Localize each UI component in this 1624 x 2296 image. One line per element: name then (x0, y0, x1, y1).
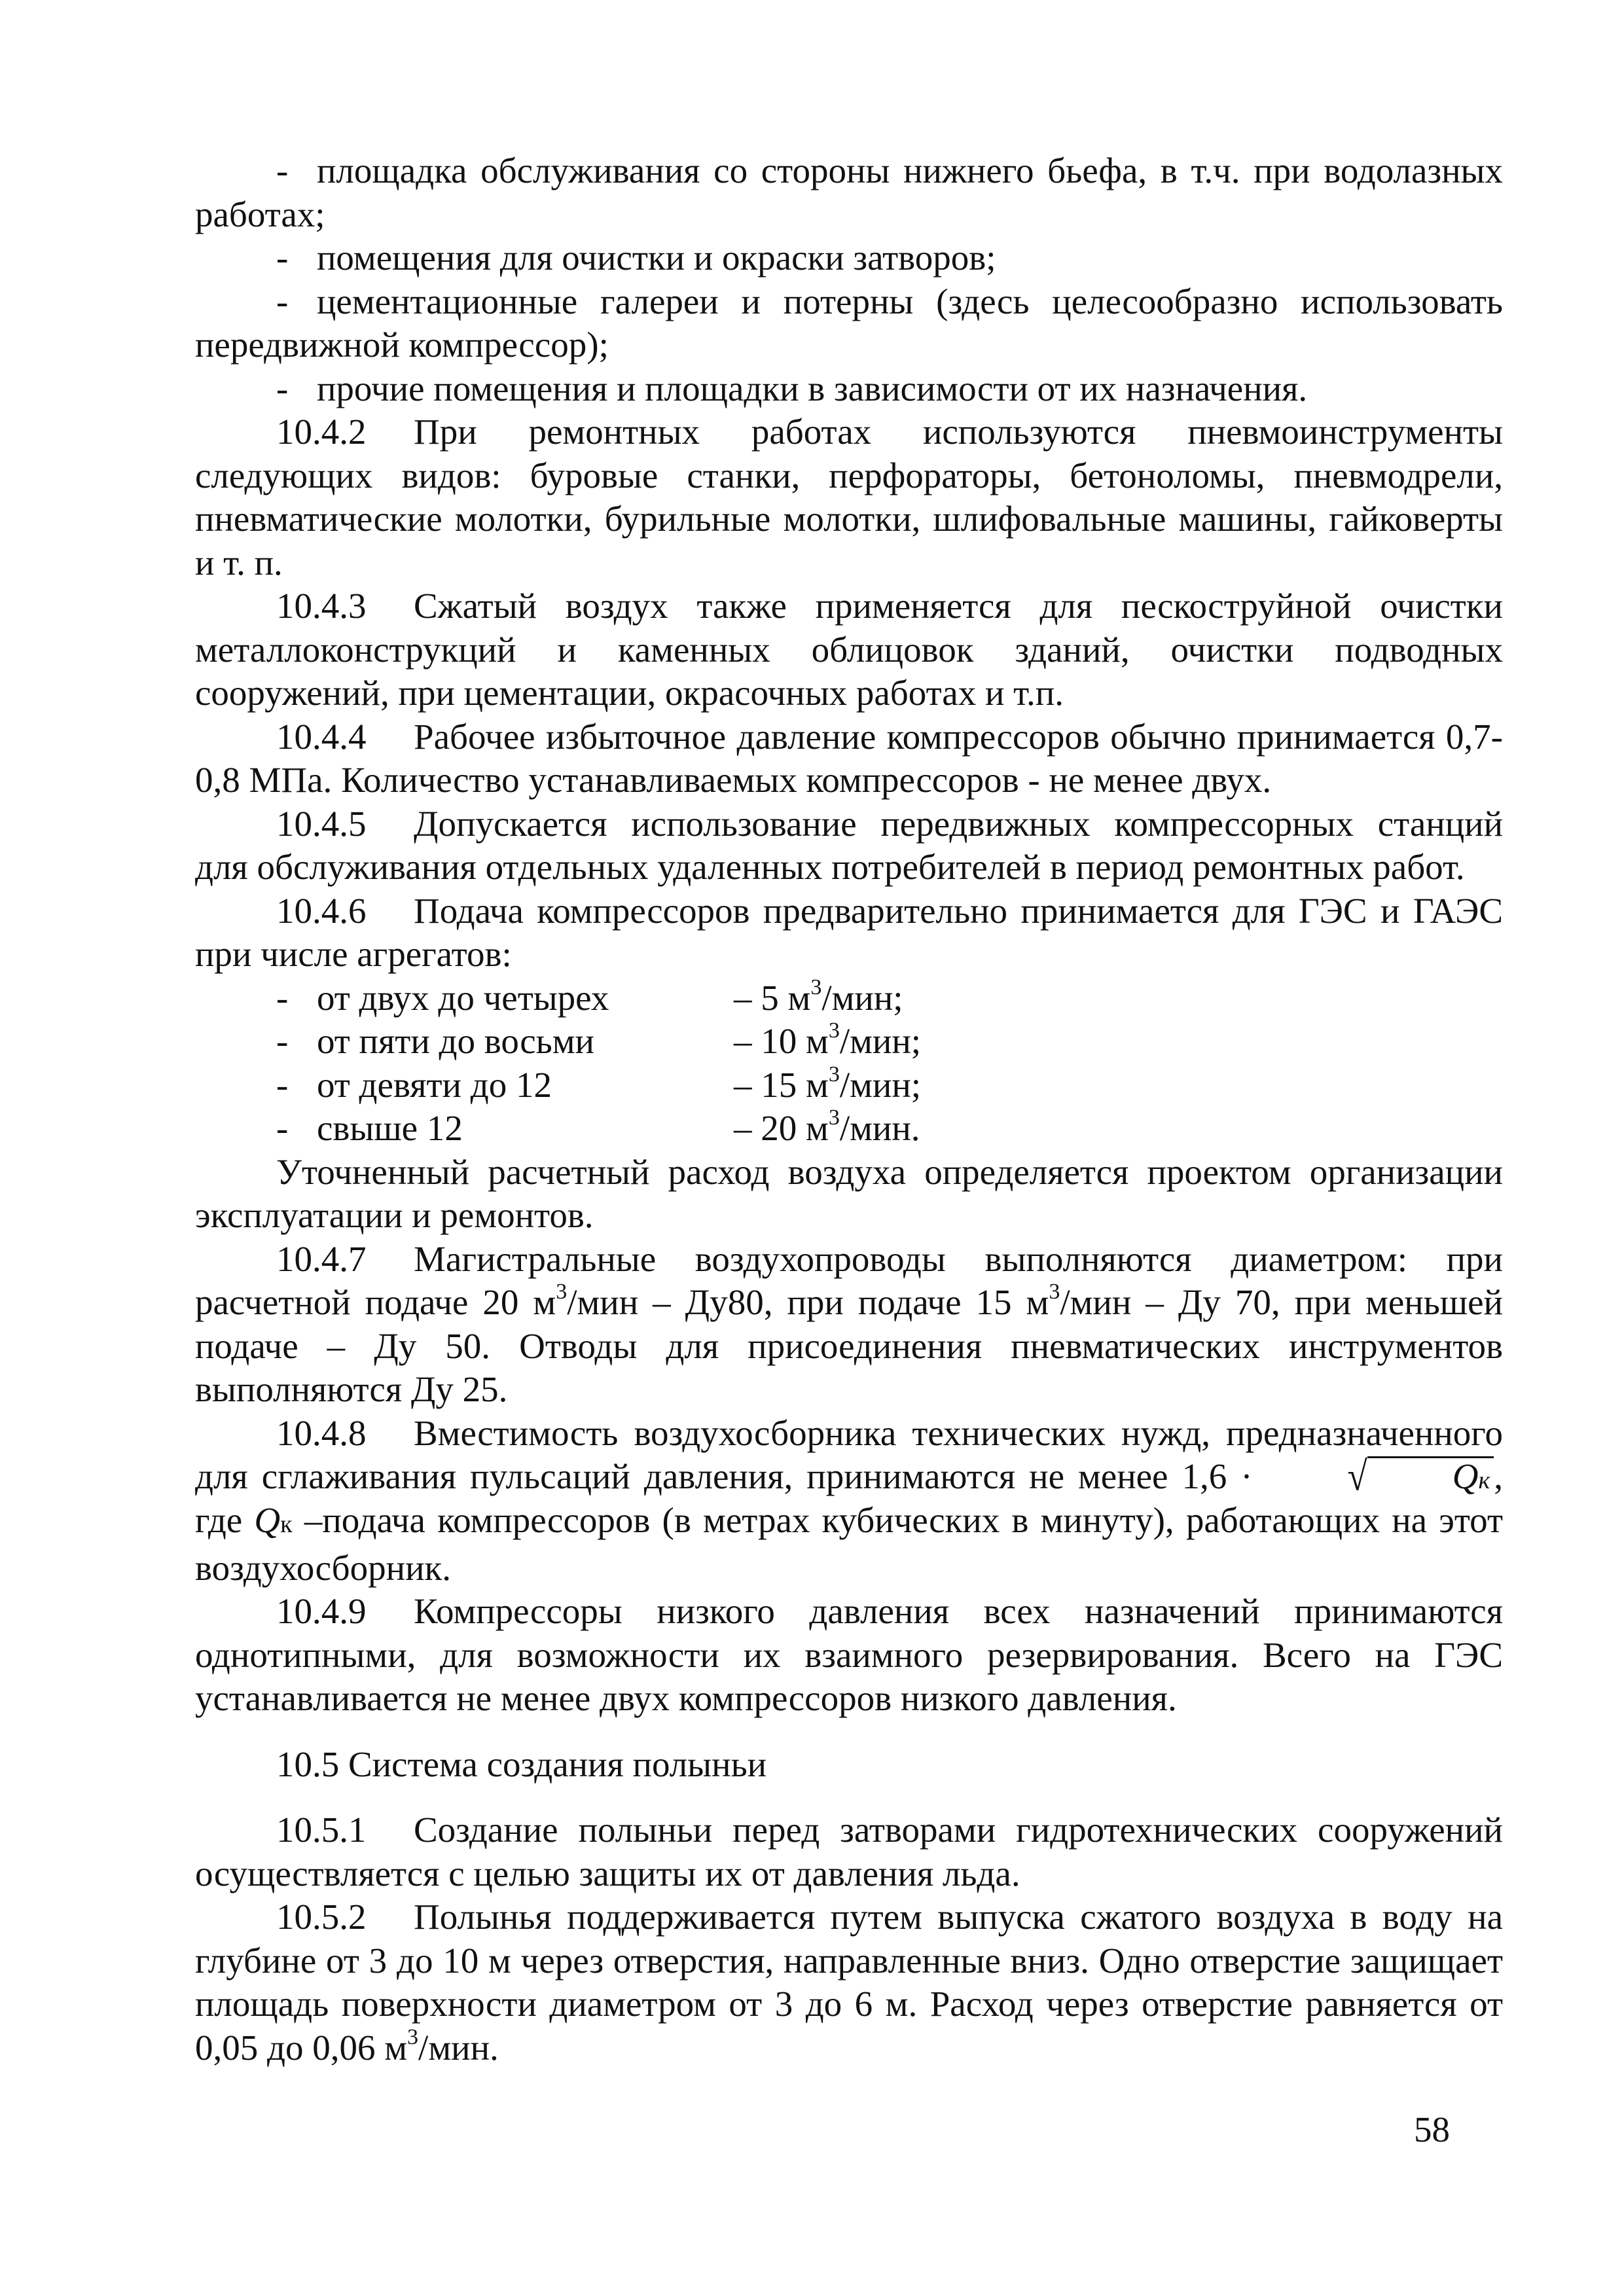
list-item (195, 280, 1503, 367)
clause-number: 10.4.9 (276, 1591, 367, 1631)
clause-text: Допускается использование передвижных компрессорных станций для обслуживания отдельных удаленных потребителей в период ремонтных работ. (195, 803, 1503, 887)
rate-range: от пяти до восьми (317, 1021, 594, 1061)
clause-number: 10.4.4 (276, 716, 367, 757)
rate-item (195, 1107, 1503, 1151)
clause-10-4-9 (195, 1590, 1503, 1721)
superscript: 3 (810, 975, 822, 999)
list-item-text: помещения для очистки и окраски затворов; (317, 238, 996, 278)
rate-item (195, 1020, 1503, 1064)
superscript: 3 (828, 1062, 840, 1086)
clause-text: Вместимость воздухосборника технических нужд, предназначенного для сглаживания пульсаций давления, принимаются не менее 1,6 · (195, 1412, 1503, 1496)
list-dash: - (276, 977, 289, 1018)
clause-text: /мин – Ду 70, при меньшей подаче – Ду 50. Отводы для присоединения пневматических инструментов выполняются Ду 25. (195, 1282, 1503, 1409)
sqrt-formula (1267, 1453, 1494, 1499)
list-dash: - (276, 281, 289, 321)
superscript: 3 (828, 1105, 840, 1130)
list-dash: - (276, 1021, 289, 1061)
list-item-text: прочие помещения и площадки в зависимости от их назначения. (317, 368, 1308, 408)
clause-text: При ремонтных работах используются пневмоинструменты следующих видов: буровые станки, перфораторы, бетоноломы, пневмодрели, пневматические молотки, бурильные молотки, шлифовальные машины, гайковерты и т. п. (195, 412, 1503, 583)
superscript: 3 (1049, 1280, 1060, 1304)
clause-number: 10.4.6 (276, 890, 367, 931)
clause-number: 10.4.3 (276, 586, 367, 626)
clause-10-5-1 (195, 1808, 1503, 1895)
formula-subscript: к (280, 1511, 293, 1538)
list-item (195, 149, 1503, 236)
rate-item (195, 1064, 1503, 1107)
list-item (195, 236, 1503, 280)
clause-10-4-8 (195, 1412, 1503, 1590)
clause-10-4-7 (195, 1238, 1503, 1412)
sqrt-sign: √ (1347, 1453, 1367, 1499)
superscript: 3 (828, 1018, 840, 1043)
rate-value: – 10 м (734, 1021, 829, 1061)
rate-unit: /мин; (839, 1064, 922, 1105)
clause-text: Создание полыньи перед затворами гидротехнических сооружений осуществляется с целью защиты их от давления льда. (195, 1810, 1503, 1893)
list-item-text: цементационные галереи и потерны (здесь целесообразно использовать передвижной компрессор); (195, 281, 1503, 365)
radicand (1367, 1456, 1494, 1499)
list-item-text: площадка обслуживания со стороны нижнего бьефа, в т.ч. при водолазных работах; (195, 151, 1503, 234)
rate-unit: /мин; (839, 1021, 922, 1061)
rate-range: от девяти до 12 (317, 1064, 552, 1105)
clause-text: Полынья поддерживается путем выпуска сжатого воздуха в воду на глубине от 3 до 10 м через отверстия, направленные вниз. Одно отверстие защищает площадь поверхности диаметром от 3 до 6 м. Расход через отверстие равняется от 0,05 до 0,06 м (195, 1897, 1503, 2068)
clause-10-4-4 (195, 715, 1503, 802)
rate-list (195, 977, 1503, 1151)
superscript: 3 (556, 1280, 568, 1304)
clause-number: 10.4.7 (276, 1238, 367, 1279)
list-item (195, 367, 1503, 411)
list-dash: - (276, 1108, 289, 1148)
rate-range: от двух до четырех (317, 977, 609, 1018)
clause-10-5-2 (195, 1895, 1503, 2070)
clause-text: Сжатый воздух также применяется для пескоструйной очистки металлоконструкций и каменных облицовок зданий, очистки подводных сооружений, при цементации, окрасочных работах и т.п. (195, 586, 1503, 713)
formula-variable: Q (1452, 1456, 1479, 1496)
document-page (195, 149, 1503, 2070)
clause-text: /мин. (418, 2027, 499, 2068)
rate-value: – 20 м (734, 1108, 829, 1148)
clause-text: Рабочее избыточное давление компрессоров обычно принимается 0,7-0,8 МПа. Количество устанавливаемых компрессоров - не менее двух. (195, 716, 1503, 800)
clause-number: 10.4.2 (276, 412, 367, 452)
clause-text: Подача компрессоров предварительно принимается для ГЭС и ГАЭС при числе агрегатов: (195, 890, 1503, 974)
clause-text: –подача компрессоров (в метрах кубических в минуту), работающих на этот воздухосборник. (195, 1500, 1503, 1588)
clause-number: 10.4.5 (276, 803, 367, 844)
rate-value: – 5 м (734, 977, 811, 1018)
rate-range: свыше 12 (317, 1108, 463, 1148)
formula-subscript: к (1478, 1467, 1490, 1494)
rate-unit: /мин. (839, 1108, 920, 1148)
refined-air-flow-paragraph: Уточненный расчетный расход воздуха определяется проектом организации эксплуатации и ремонтов. (195, 1151, 1503, 1235)
formula-variable: Q (254, 1500, 281, 1540)
clause-number: 10.5.1 (276, 1810, 367, 1850)
superscript: 3 (407, 2024, 419, 2049)
list-dash: - (276, 368, 289, 408)
clause-10-4-2 (195, 410, 1503, 584)
list-dash: - (276, 1064, 289, 1105)
clause-10-4-6 (195, 889, 1503, 977)
clause-number: 10.5.2 (276, 1897, 367, 1937)
clause-10-4-5 (195, 802, 1503, 889)
list-dash: - (276, 238, 289, 278)
clause-number: 10.4.8 (276, 1412, 367, 1453)
clause-text: Магистральные воздухопроводы выполняются диаметром: при расчетной подаче 20 м (195, 1238, 1503, 1322)
rate-value: – 15 м (734, 1064, 829, 1105)
section-heading: 10.5 Система создания полыньи (276, 1744, 767, 1784)
rate-item (195, 977, 1503, 1020)
page-number: 58 (1414, 2109, 1450, 2149)
clause-10-4-3 (195, 584, 1503, 715)
clause-text: , где (195, 1456, 1503, 1540)
clause-text: Компрессоры низкого давления всех назначений принимаются однотипными, для возможности их взаимного резервирования. Всего на ГЭС устанавливается не менее двух компрессоров низкого давления. (195, 1591, 1503, 1718)
clause-text: /мин – Ду80, при подаче 15 м (567, 1282, 1049, 1322)
rate-unit: /мин; (821, 977, 903, 1018)
list-dash: - (276, 151, 289, 190)
